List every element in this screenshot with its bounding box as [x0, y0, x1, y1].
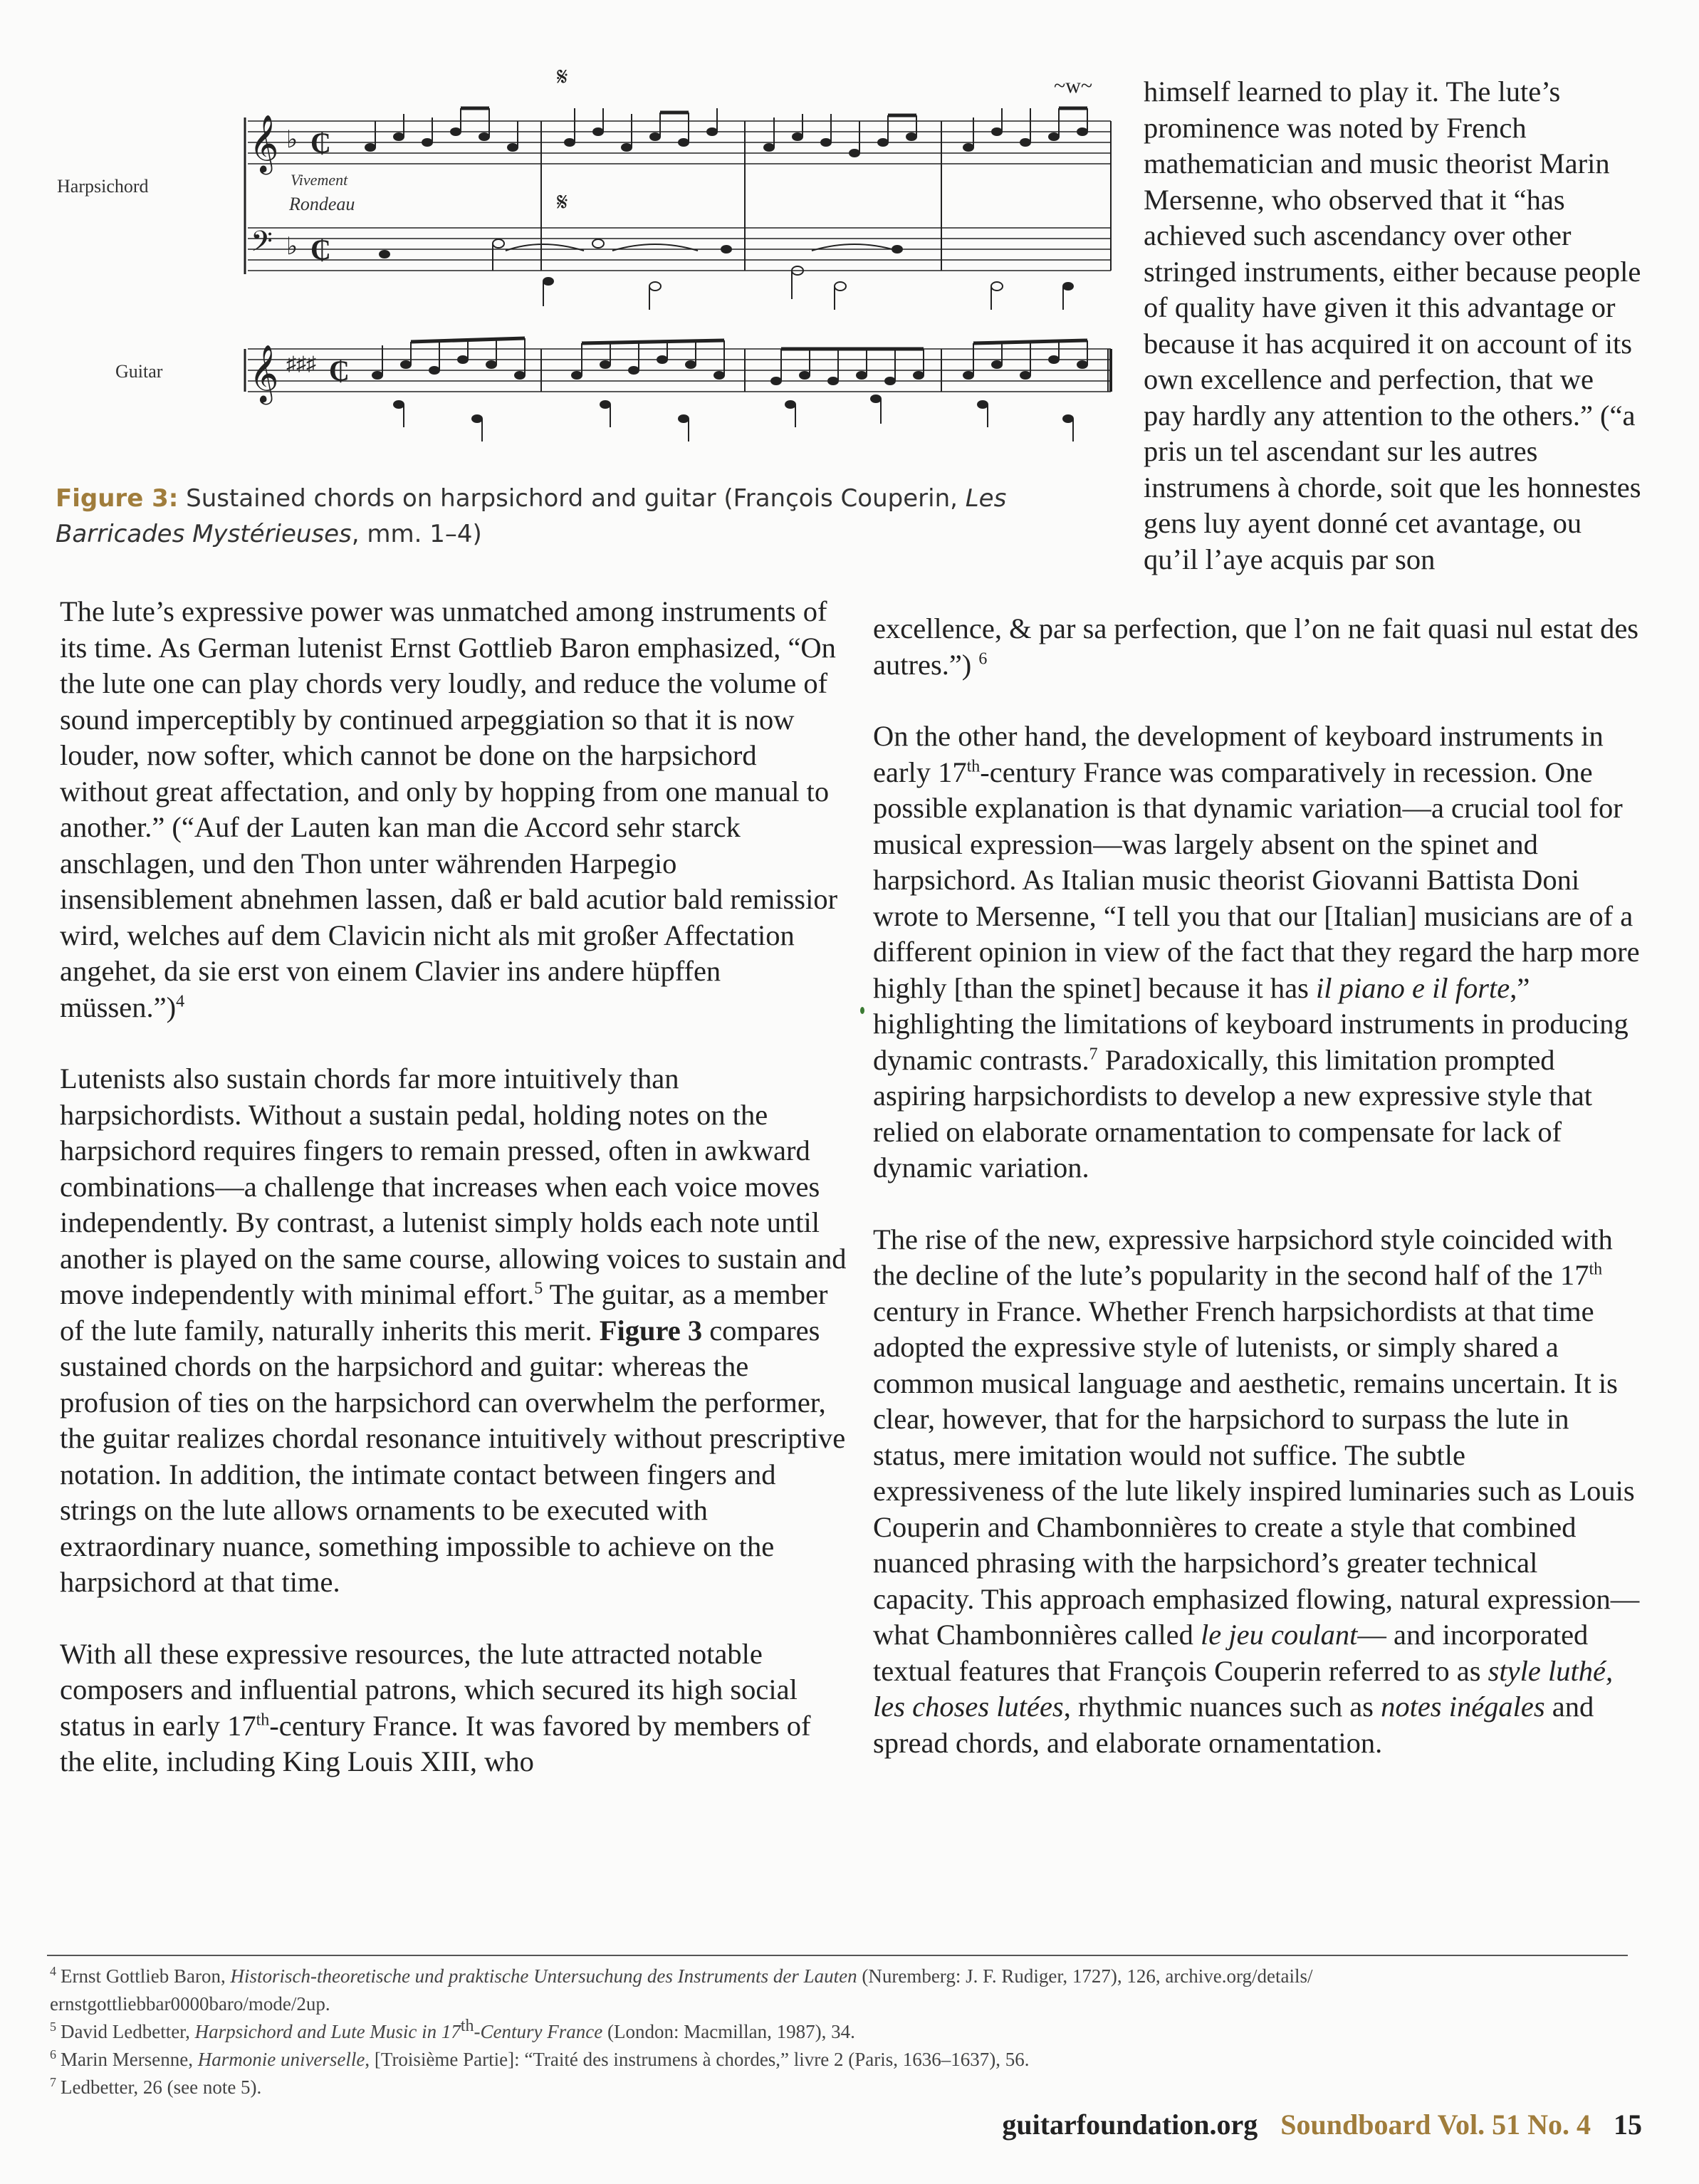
paragraph-text: excellence, & par sa perfection, que l’on ne fait quasi nul estat des autres.”) — [873, 612, 1639, 681]
paragraph-text: With all these expressive resources, the lute attracted notable composers and influential patrons, which secured its high social status in early 17 — [60, 1637, 798, 1742]
sharp-key-icon: ♯♯♯ — [286, 353, 316, 375]
paragraph-text: and spread chords, and elaborate ornamentation. — [873, 1691, 1594, 1759]
footnote-number: 4 — [50, 1964, 56, 1978]
footnote-text: , [Troisième Partie]: “Traité des instrumens à chordes,” livre 2 (Paris, 1636–1637), 56. — [365, 2049, 1030, 2070]
guitar-staff — [245, 349, 1111, 392]
paragraph-text: Lutenists also sustain chords far more intuitively than harpsichordists. Without a sustain pedal, holding notes on the harpsichord requires fingers to remain pressed, often in awkward combinations—a challenge that increases when each voice moves independently. By contrast, a lutenist simply holds each note until another is played on the same course, allowing voices to sustain and move independently with minimal effort. — [60, 1062, 847, 1310]
footnote-title: Historisch-theoretische und praktische Untersuchung des Instruments der Lauten — [230, 1965, 857, 1987]
footnote-7 — [50, 2074, 1631, 2101]
caption-text: Sustained chords on harpsichord and guitar (François Couperin, — [186, 484, 966, 513]
footer-magazine: Soundboard Vol. 51 No. 4 — [1280, 2109, 1591, 2141]
footnote-6 — [50, 2046, 1631, 2074]
caption-work-title: Les Barricades Mystérieuses — [56, 484, 1007, 548]
ordinal-suffix: th — [460, 2017, 474, 2035]
footnote-text: Ernst Gottlieb Baron, — [61, 1965, 231, 1987]
flat-key-icon: ♭ — [286, 127, 298, 153]
figure-label: Figure 3: — [56, 484, 179, 513]
ordinal-suffix: th — [1589, 1260, 1603, 1279]
page-footer — [1002, 2108, 1642, 2141]
footnote-link[interactable]: ernstgottliebbar0000baro/mode/2up. — [50, 1993, 330, 2015]
paragraph-text: The guitar, as a member of the lute family, naturally inherits this merit. — [60, 1278, 828, 1347]
italic-term: style luthé, les choses lutées — [873, 1654, 1614, 1723]
music-score-figure — [43, 64, 1125, 491]
footnote-ref-6[interactable]: 6 — [978, 649, 988, 668]
footnotes — [50, 1963, 1631, 2101]
footnote-ref-7[interactable]: 7 — [1089, 1045, 1098, 1063]
trill-icon: ~w~ — [1054, 74, 1093, 98]
paragraph-expressive-power — [60, 594, 850, 1025]
footnote-number: 7 — [50, 2075, 56, 2089]
footnote-text: (London: Macmillan, 1987), 34. — [602, 2021, 855, 2042]
footnote-4 — [50, 1963, 1631, 2018]
figure-reference: Figure 3 — [599, 1314, 703, 1347]
flat-key-bass-icon: ♭ — [286, 234, 298, 260]
footnote-title: -Century France — [474, 2021, 603, 2042]
harpsichord-label: Harpsichord — [57, 176, 149, 197]
paragraph-text: — and incorporated textual features that François Couperin referred to as — [873, 1619, 1589, 1687]
footnote-divider — [47, 1955, 1628, 1956]
paragraph-text: The rise of the new, expressive harpsichord style coincided with the decline of the lute’s popularity in the second half of the 17 — [873, 1223, 1613, 1291]
footnote-ref-5[interactable]: 5 — [534, 1279, 543, 1298]
guitar-cut-time-icon: ₵ — [329, 355, 350, 387]
paragraph-keyboard-recession — [873, 719, 1642, 1186]
footnote-number: 6 — [50, 2047, 56, 2062]
paragraph-text: The lute’s expressive power was unmatched among instruments of its time. As German lutenist Ernst Gottlieb Baron emphasized, “On the lute one can play chords very loudly, and reduce the volume of sound imperceptibly by continued arpeggiation so that it is now louder, now softer, which cannot be done on the harpsichord without great affectation, and only by hopping from one manual to another.” (“Auf der Lauten kan man die Accord sehr starck anschlagen, und den Thon unter währenden Harpegio insensiblement abnehmen lassen, daß er bald acutior bald remissior wird, welches auf dem Clavicin nicht als mit großer Affectation angehet, da sie erst von einem Clavier ins andere hüpffen müssen.”) — [60, 595, 838, 1023]
figure-caption — [56, 481, 1095, 552]
guitar-label: Guitar — [115, 361, 163, 382]
paragraph-text: ,” highlighting the limitations of keyboard instruments in producing dynamic contrasts. — [873, 971, 1629, 1076]
right-column-top-text — [1144, 74, 1642, 578]
bass-notes — [380, 239, 1073, 310]
paragraph-text: -century France was comparatively in recession. One possible explanation is that dynamic variation—a crucial tool for musical expression—was largely absent on the spinet and harpsichord. As Italian music theorist Giovanni Battista Doni wrote to Mersenne, “I tell you that our [Italian] musicians are of a different opinion in view of the fact that they regard the harp more highly [than the spinet] because it has — [873, 756, 1640, 1004]
paragraph-text: Paradoxically, this limitation prompted aspiring harpsichordists to develop a new expressive style that relied on elaborate ornamentation to compensate for lack of dynamic variation. — [873, 1043, 1593, 1184]
footnote-text: (Nuremberg: J. F. Rudiger, 1727), 126, archive.org/details/ — [857, 1965, 1313, 1987]
bass-staff — [248, 228, 1111, 271]
margin-mark — [860, 1007, 864, 1014]
segno-bass-icon: 𝄋 — [557, 188, 568, 216]
treble-clef-icon: 𝄞 — [249, 114, 279, 172]
treble-notes — [365, 108, 1087, 157]
paragraph-text: On the other hand, the development of keyboard instruments in early 17 — [873, 720, 1604, 788]
cut-time-bass-icon: ₵ — [310, 234, 331, 266]
paragraph-sustain-chords — [60, 1061, 850, 1601]
footnote-5 — [50, 2018, 1631, 2046]
footnote-text: David Ledbetter, — [61, 2021, 195, 2042]
italic-term: le jeu coulant — [1200, 1619, 1358, 1651]
paragraph-harpsichord-style — [873, 1222, 1642, 1762]
cut-time-icon: ₵ — [310, 127, 331, 159]
italic-term: notes inégales — [1381, 1691, 1545, 1723]
footnote-text: Ledbetter, 26 (see note 5). — [61, 2076, 262, 2098]
ordinal-suffix: th — [966, 757, 981, 775]
paragraph-text: , rhythmic nuances such as — [1063, 1691, 1381, 1723]
footnote-title: Harmonie universelle — [197, 2049, 365, 2070]
paragraph-patrons — [60, 1636, 850, 1780]
footnote-text: Marin Mersenne, — [61, 2049, 198, 2070]
page-number: 15 — [1614, 2109, 1642, 2141]
ordinal-suffix: th — [256, 1710, 270, 1729]
footnote-number: 5 — [50, 2020, 56, 2034]
paragraph-mersenne: himself learned to play it. The lute’s prominence was noted by French mathematician and music theorist Marin Mersenne, who observed that it “has achieved such ascendancy over other stringed instruments, either because people of quality have given it this advantage or because it has acquired it on account of its own excellence and perfection, that we pay hardly any attention to the others.” (“a pris un tel ascendant sur les autres instrumens à chorde, soit que les honnestes gens luy ayent donné cet avantage, ou qu’il l’aye acquis par son — [1144, 75, 1641, 575]
paragraph-mersenne-end — [873, 611, 1642, 683]
italic-term: il piano e il forte — [1315, 971, 1510, 1004]
footnote-ref-4[interactable]: 4 — [176, 992, 185, 1010]
bass-clef-icon: 𝄢 — [251, 225, 273, 265]
caption-measures: , mm. 1–4) — [351, 520, 482, 548]
paragraph-text: century in France. Whether French harpsichordists at that time adopted the expressive style of lutenists, or simply shared a common musical language and aesthetic, remains uncertain. It is clear, however, that for the harpsichord to surpass the lute in status, mere imitation would not suffice. The subtle expressiveness of the lute likely inspired luminaries such as Louis Couperin and Chambonnières to create a style that combined nuanced phrasing with the harpsichord’s greater technical capacity. This approach emphasized flowing, natural expression—what Chambonnières called — [873, 1295, 1640, 1651]
guitar-treble-clef-icon: 𝄞 — [249, 344, 279, 402]
piece-title: Rondeau — [289, 194, 355, 214]
right-column — [873, 611, 1642, 1761]
paragraph-text: compares sustained chords on the harpsichord and guitar: whereas the profusion of ties on the harpsichord can overwhelm the performer, the guitar realizes chordal resonance intuitively without prescriptive notation. In addition, the intimate contact between fingers and strings on the lute allows ornaments to be executed with extraordinary nuance, something impossible to achieve on the harpsichord at that time. — [60, 1314, 846, 1598]
footnote-title: Harpsichord and Lute Music in 17 — [194, 2021, 461, 2042]
tempo-marking: Vivement — [291, 171, 348, 189]
footer-website[interactable]: guitarfoundation.org — [1002, 2109, 1258, 2141]
guitar-notes — [372, 338, 1087, 441]
left-column — [60, 594, 850, 1780]
paragraph-text: -century France. It was favored by members of the elite, including King Louis XIII, who — [60, 1709, 811, 1777]
segno-icon: 𝄋 — [557, 64, 568, 91]
